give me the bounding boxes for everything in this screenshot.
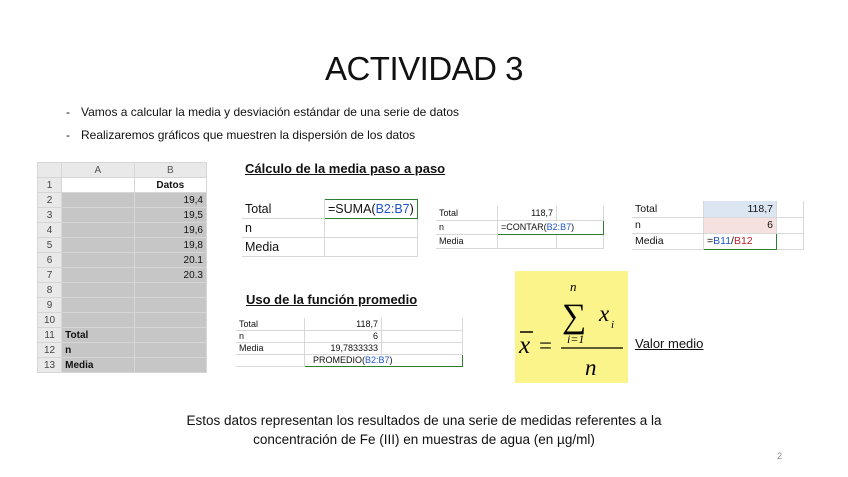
equals-sign: = (539, 333, 552, 358)
mean-formula (515, 271, 628, 383)
cell-a[interactable] (62, 298, 134, 313)
sheet-row (38, 178, 207, 193)
cell-b[interactable] (134, 283, 206, 298)
cell-a[interactable]: n (62, 343, 134, 358)
sheet-row (38, 193, 207, 208)
label-media: Media (436, 234, 498, 248)
label-media: Media (632, 233, 704, 249)
n-value: 6 (704, 217, 777, 233)
row-header[interactable]: 4 (38, 223, 62, 238)
cell-a[interactable] (62, 238, 134, 253)
cell-b[interactable] (134, 328, 206, 343)
corner-cell[interactable] (38, 163, 62, 178)
sum-lower-limit: i=1 (567, 332, 585, 346)
cell-b[interactable]: 19,4 (134, 193, 206, 208)
footer-text (0, 411, 848, 449)
n-value: 6 (305, 330, 382, 342)
row-header[interactable]: 6 (38, 253, 62, 268)
sheet-row (38, 328, 207, 343)
row-header[interactable]: 2 (38, 193, 62, 208)
footer-line: Estos datos representan los resultados de una serie de medidas referentes a la (186, 413, 662, 428)
page-number: 2 (777, 451, 783, 461)
sheet-row (38, 268, 207, 283)
bullet-text: Realizaremos gráficos que muestren la dispersión de los datos (81, 128, 416, 142)
cell-b[interactable] (134, 358, 206, 373)
step2-table (436, 206, 604, 249)
column-header-a[interactable]: A (62, 163, 134, 178)
row-header[interactable]: 7 (38, 268, 62, 283)
footer-line: concentración de Fe (III) en muestras de agua (en µg/ml) (253, 432, 595, 447)
excel-sheet (37, 162, 207, 373)
cell-b[interactable]: 20.3 (134, 268, 206, 283)
cell-a[interactable] (62, 178, 134, 193)
x-bar: x (519, 332, 531, 359)
label-total: Total (632, 201, 704, 217)
cell-a[interactable] (62, 193, 134, 208)
row-header[interactable]: 11 (38, 328, 62, 343)
cell-a[interactable] (62, 283, 134, 298)
step1-table (242, 199, 418, 257)
row-header[interactable]: 3 (38, 208, 62, 223)
sum-upper-limit: n (570, 279, 577, 294)
formula-cell[interactable]: =CONTAR(B2:B7) (498, 220, 604, 234)
label-total: Total (242, 200, 325, 219)
bullet-item: - Vamos a calcular la media y desviación estándar de una serie de datos (66, 105, 459, 119)
formula-cell[interactable]: =SUMA(B2:B7) (325, 200, 418, 219)
cell-b[interactable]: 19,6 (134, 223, 206, 238)
row-header[interactable]: 10 (38, 313, 62, 328)
sheet-row (38, 283, 207, 298)
avg-heading: Uso de la función promedio (246, 292, 418, 307)
cell-b[interactable]: 19,5 (134, 208, 206, 223)
cell-a[interactable]: Total (62, 328, 134, 343)
row-header[interactable]: 5 (38, 238, 62, 253)
row-header[interactable]: 9 (38, 298, 62, 313)
label-media: Media (242, 238, 325, 257)
row-header[interactable]: 1 (38, 178, 62, 193)
slide-title: ACTIVIDAD 3 (324, 50, 524, 87)
bullet-item: - Realizaremos gráficos que muestren la dispersión de los datos (66, 128, 416, 142)
total-value: 118,7 (498, 206, 557, 220)
cell-b[interactable]: 20.1 (134, 253, 206, 268)
sheet-row (38, 253, 207, 268)
sheet-row (38, 238, 207, 253)
label-total: Total (236, 318, 305, 330)
label-n: n (436, 220, 498, 234)
formula-cell[interactable]: =B11/B12 (704, 233, 777, 249)
row-header[interactable]: 8 (38, 283, 62, 298)
label-media: Media (236, 342, 305, 354)
cell-b[interactable]: Datos (134, 178, 206, 193)
cell-a[interactable] (62, 208, 134, 223)
term-x: x (599, 301, 610, 326)
cell-a[interactable]: Media (62, 358, 134, 373)
sheet-row (38, 298, 207, 313)
denominator: n (585, 355, 597, 380)
row-header[interactable]: 13 (38, 358, 62, 373)
label-n: n (632, 217, 704, 233)
cell-b[interactable] (134, 343, 206, 358)
sigma-icon: ∑ (562, 298, 587, 335)
sheet-row (38, 208, 207, 223)
bullet-text: Vamos a calcular la media y desviación estándar de una serie de datos (81, 105, 459, 119)
sheet-row (38, 358, 207, 373)
sheet-row (38, 223, 207, 238)
cell-a[interactable] (62, 268, 134, 283)
cell-a[interactable] (62, 313, 134, 328)
row-header[interactable]: 12 (38, 343, 62, 358)
total-value: 118,7 (704, 201, 777, 217)
valor-medio-label: Valor medio (635, 336, 704, 351)
cell-a[interactable] (62, 253, 134, 268)
label-n: n (236, 330, 305, 342)
label-n: n (242, 219, 325, 238)
cell-b[interactable] (134, 313, 206, 328)
mean-formula-box (515, 271, 628, 383)
formula-cell[interactable]: PROMEDIO(B2:B7) (305, 354, 463, 366)
label-total: Total (436, 206, 498, 220)
step3-table (632, 201, 804, 250)
total-value: 118,7 (305, 318, 382, 330)
sheet-row (38, 313, 207, 328)
step-heading: Cálculo de la media paso a paso (245, 161, 446, 176)
term-subscript: i (611, 319, 615, 331)
sheet-row (38, 343, 207, 358)
column-header-b[interactable]: B (134, 163, 206, 178)
cell-b[interactable] (134, 298, 206, 313)
cell-b[interactable]: 19,8 (134, 238, 206, 253)
media-value: 19,7833333 (305, 342, 382, 354)
cell-a[interactable] (62, 223, 134, 238)
average-table (236, 318, 463, 367)
